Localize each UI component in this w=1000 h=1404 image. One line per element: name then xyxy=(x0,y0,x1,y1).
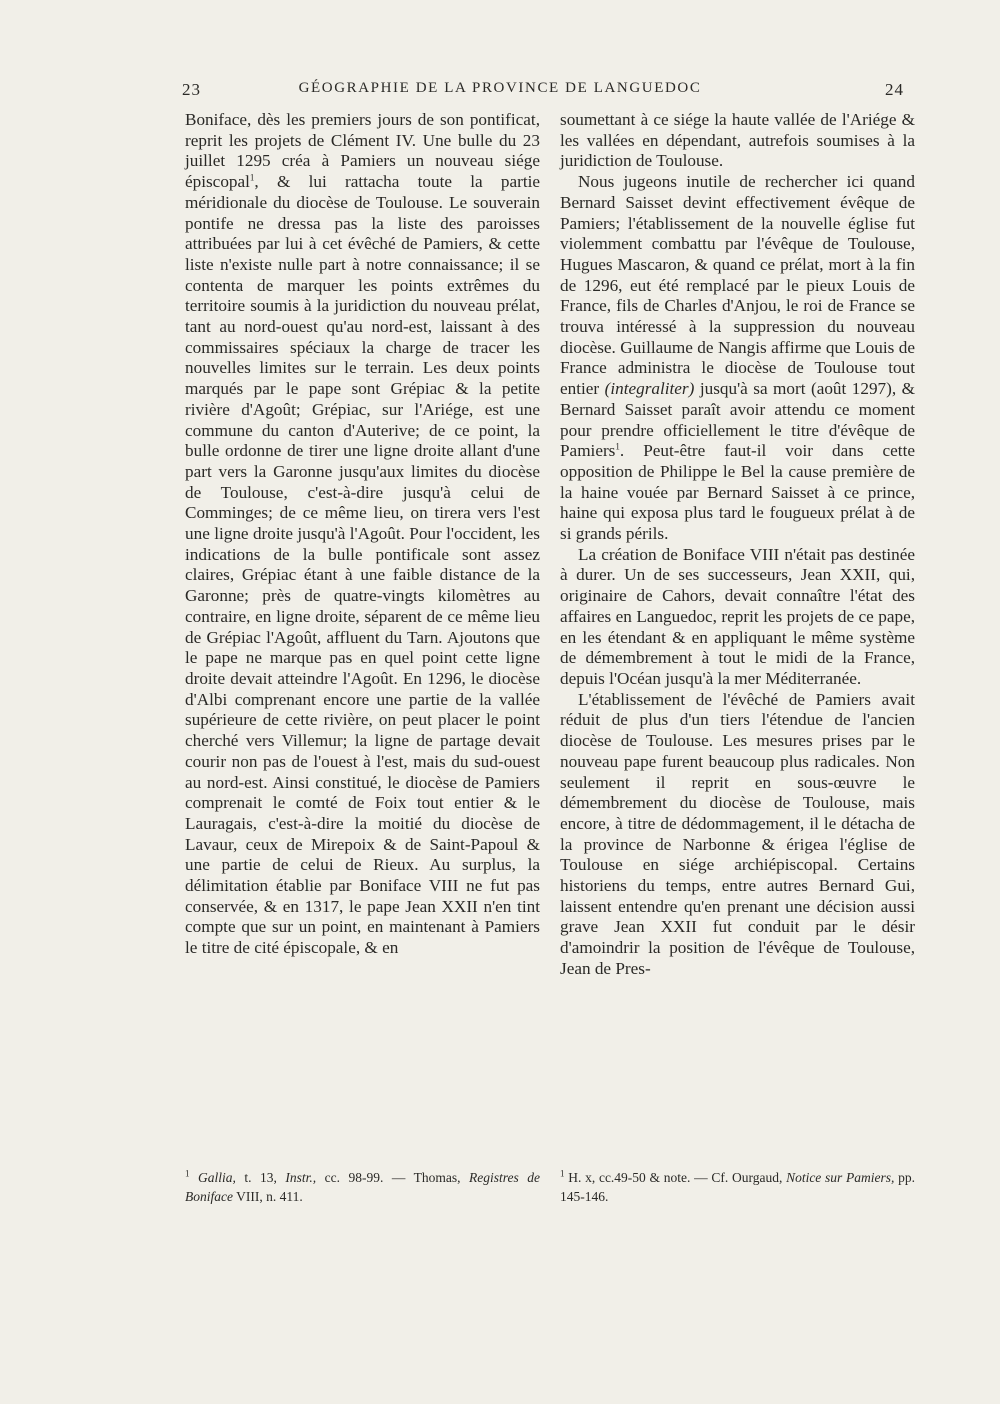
footnote-mark: 1 xyxy=(615,441,620,452)
page-header xyxy=(0,80,1000,110)
page-number-left: 23 xyxy=(182,80,201,99)
footnote-text: cc. 98-99. — Thomas, xyxy=(316,1170,470,1185)
footnote-text: VIII, n. 411. xyxy=(232,1189,303,1204)
footnote-right xyxy=(560,1168,915,1206)
text-run: Boniface, dès les premiers jours de son pontificat, reprit les projets de Clément IV. Une bulle du 23 juillet 1295 créa à Pamiers un nouveau siége épiscopal xyxy=(185,110,540,192)
paragraph: L'établissement de l'évêché de Pamiers avait réduit de plus d'un tiers l'étendue de l'ancien diocèse de Toulouse. Les mesures prises par le nouveau pape furent beaucoup plus radicales. Non seulement il reprit en sous-œuvre le démembrement du diocèse de Toulouse, mais encore, à titre de dédommagement, il le détacha de la province de Narbonne & érigea l'église de Toulouse en siége archiépiscopal. Certains historiens du temps, entre autres Bernard Gui, laissent entendre qu'en prenant une décision aussi grave Jean XXII fut conduit par le désir d'amoindrir la position de l'évêque de Toulouse, Jean de Pres- xyxy=(560,689,915,978)
running-title: GÉOGRAPHIE DE LA PROVINCE DE LANGUEDOC xyxy=(298,80,702,96)
footnote-text: pp. 145-146. xyxy=(560,1170,916,1204)
footnote-number: 1 xyxy=(560,1168,565,1179)
footnote-number: 1 xyxy=(185,1168,190,1179)
paragraph xyxy=(560,172,915,545)
footnote-italic: Notice sur Pamiers, xyxy=(786,1170,895,1185)
right-column xyxy=(560,110,915,980)
paragraph xyxy=(185,110,540,959)
footnote-text: H. x, cc.49-50 & note. — Cf. Ourgaud, xyxy=(568,1170,787,1185)
footnote-italic: Registres de Boniface xyxy=(185,1170,540,1204)
text-run: . Peut-être faut-il voir dans cette opposition de Philippe le Bel la cause première de la haine vouée par Bernard Saisset à ce prince, haine qui exposa plus tard le fougueux prélat à de si grands périls. xyxy=(560,441,915,544)
footnote-text: t. 13, xyxy=(235,1170,286,1185)
page-number-right: 24 xyxy=(885,80,904,99)
footnote-left xyxy=(185,1168,540,1206)
left-column xyxy=(185,110,540,959)
text-run: Nous jugeons inutile de rechercher ici quand Bernard Saisset devint effectivement évêque de Pamiers; l'établissement de la nouvelle église fut violemment combattu par l'évêque de Toulouse, Hugues Mascaron, & quand ce prélat, mort à la fin de 1296, eut été remplacé par le pieux Louis de France, fils de Charles d'Anjou, le roi de France se trouva intéressé à la suppression du nouveau diocèse. Guillaume de Nangis affirme que Louis de France administra le diocèse de Toulouse tout entier xyxy=(560,172,915,399)
footnote-italic: Instr., xyxy=(285,1170,317,1185)
footnote-mark: 1 xyxy=(249,172,255,183)
italic-term: (integraliter) xyxy=(604,379,695,399)
paragraph: soumettant à ce siége la haute vallée de l'Ariége & les vallées en dépendant, autrefois soumises à la juridiction de Toulouse. xyxy=(560,110,915,171)
paragraph: La création de Boniface VIII n'était pas destinée à durer. Un de ses successeurs, Jean XXII, qui, originaire de Cahors, devait connaître l'état des affaires en Languedoc, reprit les projets de ce pape, en les étendant & en appliquant le même système de démembrement à tout le midi de la France, depuis l'Océan jusqu'à la mer Méditerranée. xyxy=(560,544,915,688)
text-run: jusqu'à sa mort (août 1297), & Bernard Saisset paraît avoir attendu ce moment pour prendre officiellement le titre d'évêque de Pamiers xyxy=(560,379,915,461)
footnote-italic: Gallia, xyxy=(198,1170,236,1185)
text-run: , & lui rattacha toute la partie méridionale du diocèse de Toulouse. Le souverain pontife ne dressa pas la liste des paroisses attribuées par lui à cet évêché de Pamiers, & cette liste n'existe nulle part à notre connaissance; il se contenta de marquer les points extrêmes du territoire soumis à la juridiction du nouveau prélat, tant au nord-ouest qu'au nord-est, laissant à des commissaires spéciaux la charge de tracer les nouvelles limites sur le terrain. Les deux points marqués par le pape sont Grépiac & la petite rivière d'Agoût; Grépiac, sur l'Ariége, est une commune du canton d'Auterive; de ce point, la bulle ordonne de tirer une ligne droite allant d'une part vers la Garonne jusqu'aux limites du diocèse de Toulouse, c'est-à-dire jusqu'à celui de Comminges; de ce même lieu, on tirera vers l'est une ligne droite jusqu'à l'Agoût. Pour l'occident, les indications de la bulle pontificale sont assez claires, Grépiac étant à une faible distance de la Garonne; près de quatre-vingts kilomètres au contraire, en ligne droite, séparent de ce même lieu de Grépiac l'Agoût, affluent du Tarn. Ajoutons que le pape ne marque pas en quel point cette ligne droite devait atteindre l'Agoût. En 1296, le diocèse d'Albi comprenant encore une partie de la vallée supérieure de cette rivière, on peut placer le point cherché vers Villemur; la ligne de partage devait courir non pas de l'ouest à l'est, mais du sud-ouest au nord-est. Ainsi constitué, le diocèse de Pamiers comprenait le comté de Foix tout entier & le Lauragais, c'est-à-dire la moitié du diocèse de Lavaur, ceux de Mirepoix & de Saint-Papoul & une partie de celui de Rieux. Au surplus, la délimitation établie par Boniface VIII ne fut pas conservée, & en 1317, le pape Jean XXII n'en tint compte que sur un point, en maintenant à Pamiers le titre de cité épiscopale, & en xyxy=(185,172,540,958)
